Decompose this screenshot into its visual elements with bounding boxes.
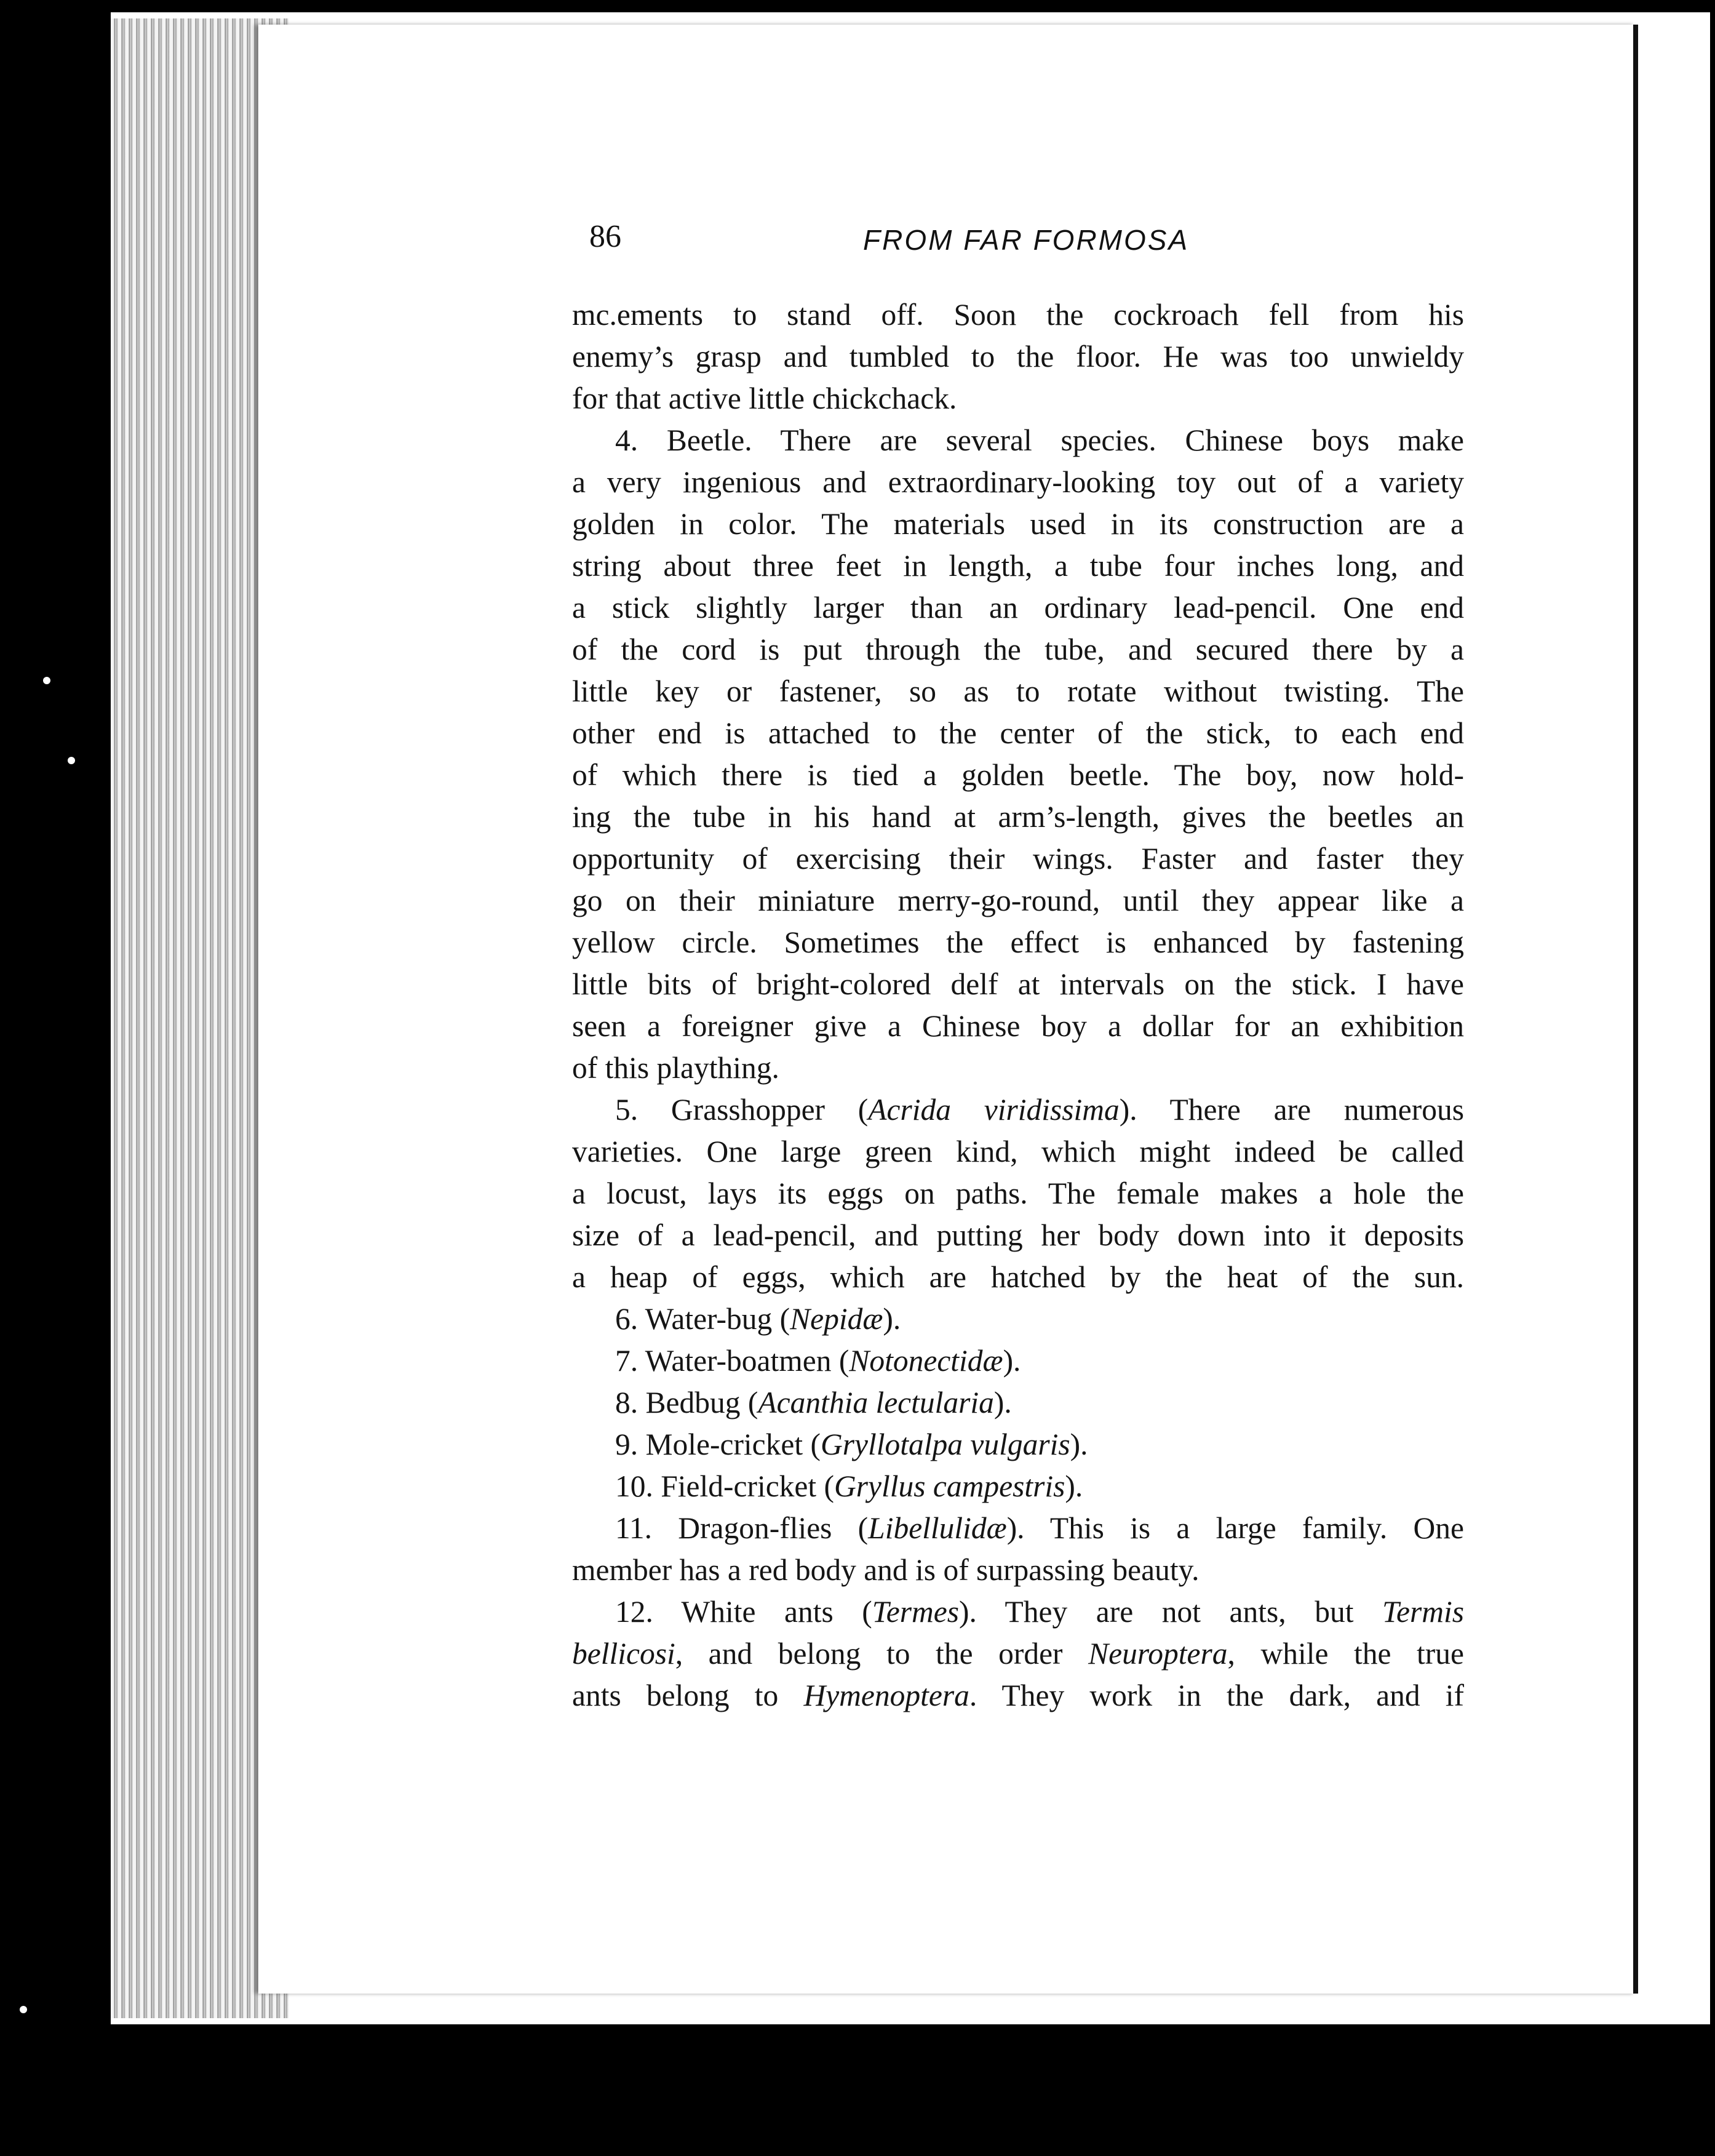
text-run: . They work in the dark, and if <box>969 1679 1464 1712</box>
list-item <box>572 1340 1464 1382</box>
text-line: golden in color. The materials used in its construction are a <box>572 507 1464 541</box>
text-run: ). <box>993 1386 1012 1419</box>
text-run: 7. Water-boatmen ( <box>615 1344 850 1378</box>
text-run: ). They are not ants, but <box>959 1595 1383 1629</box>
text-run: 9. Mole-cricket ( <box>615 1427 821 1461</box>
text-run: ). There are numerous <box>1119 1093 1464 1127</box>
text-run: ). <box>1070 1427 1088 1461</box>
text-line: varieties. One large green kind, which might indeed be called <box>572 1135 1464 1168</box>
page-text <box>572 294 1464 1717</box>
page-gutter <box>1633 25 1638 1994</box>
text-line: little bits of bright-colored delf at intervals on the stick. I have <box>572 967 1464 1001</box>
text-run: 11. Dragon-flies ( <box>615 1511 869 1545</box>
text-run: ). This is a large family. One <box>1006 1511 1464 1545</box>
text-line: for that active little chickchack. <box>572 381 957 415</box>
running-title: FROM FAR FORMOSA <box>863 224 1190 256</box>
text-line: a locust, lays its eggs on paths. The female makes a hole the <box>572 1176 1464 1210</box>
text-line: opportunity of exercising their wings. Faster and faster they <box>572 842 1464 876</box>
list-item <box>572 1507 1464 1549</box>
scientific-name: Acrida viridissima <box>868 1093 1120 1127</box>
scientific-name: Termes <box>872 1595 959 1629</box>
text-run: ). <box>1065 1469 1083 1503</box>
scientific-name: Gryllotalpa vulgaris <box>820 1427 1070 1461</box>
text-line <box>572 1089 1464 1131</box>
list-item <box>572 1466 1464 1507</box>
text-run: 5. Grasshopper ( <box>615 1093 869 1127</box>
text-line: mc.ements to stand off. Soon the cockroach fell from his <box>572 298 1464 332</box>
text-run: 12. White ants ( <box>615 1595 872 1629</box>
text-run: ants belong to <box>572 1679 804 1712</box>
scientific-name: bellicosi <box>572 1637 675 1671</box>
text-run: 8. Bedbug ( <box>615 1386 758 1419</box>
text-line <box>572 1633 1464 1675</box>
page-number: 86 <box>589 219 621 254</box>
text-line: a very ingenious and extraordinary-looking toy out of a variety <box>572 465 1464 499</box>
scan-speck <box>68 757 75 764</box>
scientific-name: Gryllus campestris <box>834 1469 1065 1503</box>
scientific-name: Neuroptera <box>1088 1637 1228 1671</box>
text-line: member has a red body and is of surpassing beauty. <box>572 1553 1200 1587</box>
text-line: other end is attached to the center of the stick, to each end <box>572 716 1464 750</box>
text-run: ). <box>1003 1344 1021 1378</box>
list-item <box>572 1591 1464 1633</box>
list-item <box>572 1382 1464 1424</box>
scientific-name: Hymenoptera <box>803 1679 969 1712</box>
text-line <box>572 1675 1464 1717</box>
text-line: string about three feet in length, a tube four inches long, and <box>572 549 1464 583</box>
text-line: of the cord is put through the tube, and secured there by a <box>572 633 1464 666</box>
text-line: a heap of eggs, which are hatched by the heat of the sun. <box>572 1260 1464 1294</box>
text-line: seen a foreigner give a Chinese boy a dollar for an exhibition <box>572 1009 1464 1043</box>
running-head <box>589 218 1450 268</box>
scientific-name: Termis <box>1382 1595 1464 1629</box>
scan-speck <box>20 2006 27 2013</box>
text-line: of this plaything. <box>572 1051 779 1085</box>
text-run: , and belong to the order <box>675 1637 1089 1671</box>
text-line: little key or fastener, so as to rotate without twisting. The <box>572 674 1464 708</box>
list-item <box>572 1424 1464 1466</box>
scan-speck <box>43 677 50 684</box>
scientific-name: Libellulidæ <box>868 1511 1007 1545</box>
scientific-name: Acanthia lectularia <box>758 1386 994 1419</box>
text-line: go on their miniature merry-go-round, until they appear like a <box>572 884 1464 917</box>
text-run: ). <box>883 1302 901 1336</box>
scientific-name: Notonectidæ <box>849 1344 1003 1378</box>
text-run: , while the true <box>1227 1637 1464 1671</box>
scientific-name: Nepidæ <box>790 1302 883 1336</box>
list-item <box>572 1298 1464 1340</box>
text-line: yellow circle. Sometimes the effect is enhanced by fastening <box>572 925 1464 959</box>
text-line: of which there is tied a golden beetle. The boy, now hold- <box>572 758 1464 792</box>
text-run: 6. Water-bug ( <box>615 1302 790 1336</box>
text-line: a stick slightly larger than an ordinary lead-pencil. One end <box>572 591 1464 625</box>
text-run: 10. Field-cricket ( <box>615 1469 834 1503</box>
text-line: size of a lead-pencil, and putting her body down into it deposits <box>572 1218 1464 1252</box>
text-line: ing the tube in his hand at arm’s-length, gives the beetles an <box>572 800 1464 834</box>
text-line: 4. Beetle. There are several species. Chinese boys make <box>615 423 1464 457</box>
text-line: enemy’s grasp and tumbled to the floor. He was too unwieldy <box>572 340 1464 373</box>
